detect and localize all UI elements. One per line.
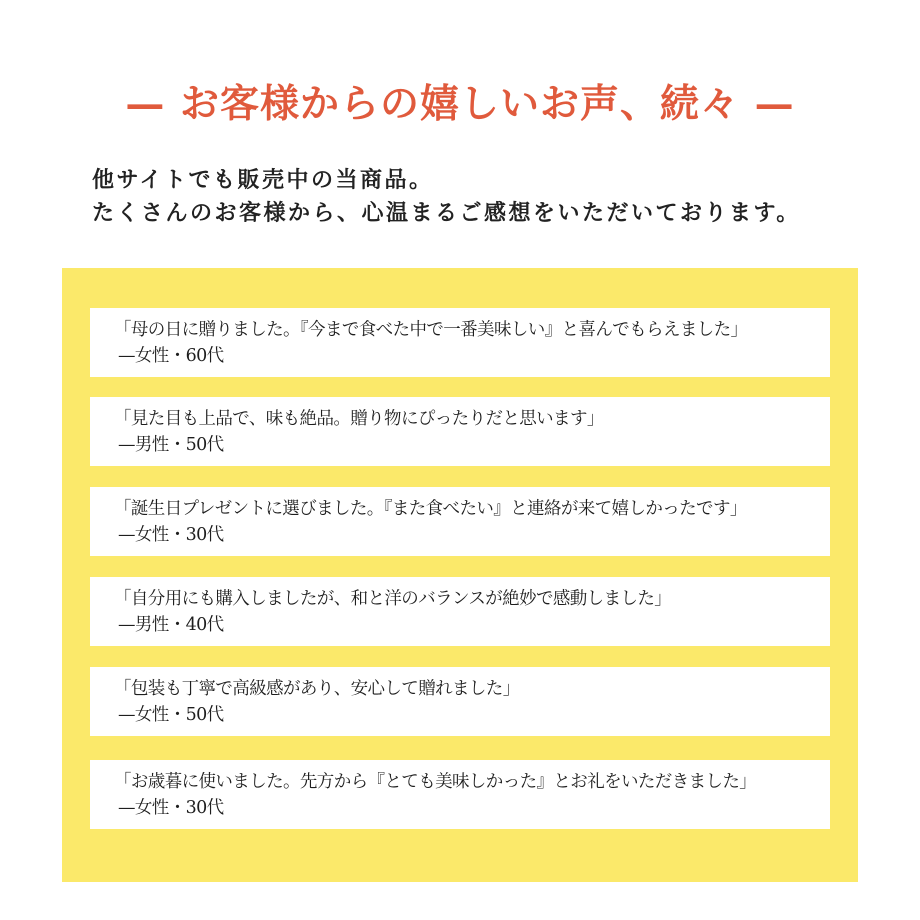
review-quote: 「誕生日プレゼントに選びました。『また食べたい』と連絡が来て嬉しかったです」	[114, 499, 747, 519]
review-quote: 「包装も丁寧で高級感があり、安心して贈れました」	[114, 679, 520, 699]
intro-line-1: 他サイトでも販売中の当商品。	[92, 168, 434, 193]
intro-line-2: たくさんのお客様から、心温まるご感想をいただいております。	[92, 201, 801, 226]
review-quote: 「お歳暮に使いました。先方から『とても美味しかった』とお礼をいただきました」	[114, 772, 757, 792]
review-attribution: —女性・60代	[118, 346, 224, 366]
review-card	[90, 760, 830, 829]
intro-text	[92, 164, 801, 230]
review-attribution: —男性・40代	[118, 615, 224, 635]
review-attribution: —女性・50代	[118, 705, 224, 725]
review-quote: 「自分用にも購入しましたが、和と洋のバランスが絶妙で感動しました」	[114, 589, 672, 609]
review-card	[90, 577, 830, 646]
review-quote: 「見た目も上品で、味も絶品。贈り物にぴったりだと思います」	[114, 409, 604, 429]
review-card	[90, 397, 830, 466]
review-attribution: —男性・50代	[118, 435, 224, 455]
review-quote: 「母の日に贈りました。『今まで食べた中で一番美味しい』と喜んでもらえました」	[114, 320, 748, 340]
review-card	[90, 667, 830, 736]
review-attribution: —女性・30代	[118, 798, 224, 818]
review-attribution: —女性・30代	[118, 525, 224, 545]
review-card	[90, 487, 830, 556]
reviews-panel	[62, 268, 858, 882]
page-title: — お客様からの嬉しいお声、続々 —	[125, 81, 795, 127]
review-card	[90, 308, 830, 377]
